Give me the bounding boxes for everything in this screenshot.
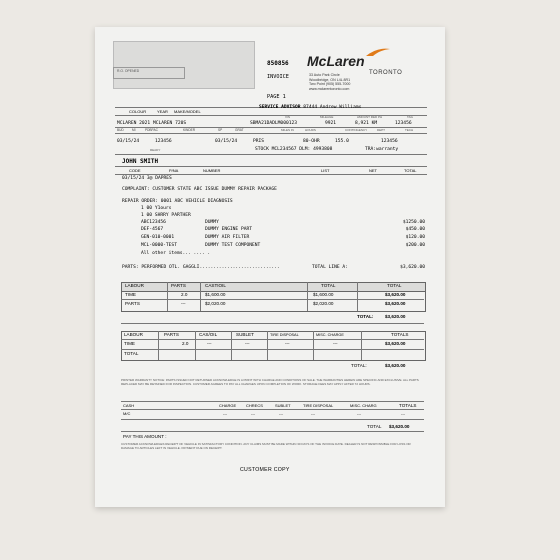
vin-label: VIN [285, 115, 291, 119]
hours-label: HOURS [305, 128, 316, 132]
header-code: CODE [129, 168, 141, 173]
brand-city: TORONTO [369, 70, 403, 76]
t3-header-totals: TOTALS [399, 403, 417, 408]
amount-label: AMOUNT RED PH [357, 115, 383, 119]
t3-row-value: --- [279, 411, 283, 416]
t3-total-value: $3,620.00 [389, 424, 410, 429]
t3-header-sublet: SUBLET [275, 403, 291, 408]
t3-row-label: M/C [123, 411, 131, 416]
make-model-label: MAKE/MODEL [174, 109, 201, 114]
t2-row-cas: --- [207, 341, 212, 346]
tra-line: TRA:warranty [365, 147, 399, 152]
tag-label: TAG [407, 115, 413, 119]
ro-line: 1 00 SHRRY PARTHER [141, 213, 191, 218]
km-value: 8,921 KM [355, 121, 378, 126]
ro-line: 1 00 Y1ours [141, 206, 172, 211]
t2-row-label: TIME [124, 341, 135, 346]
dept-label: DEPT [377, 128, 386, 132]
t3-total-label: TOTAL [367, 424, 382, 429]
sub-label-sp: SP [218, 128, 223, 132]
t2-row-tire: --- [285, 341, 290, 346]
t2-total-label: TOTAL: [351, 363, 367, 368]
invoice-label: INVOICE [267, 74, 289, 80]
t1-total-label: TOTAL: [357, 314, 374, 319]
vin-value: SBMA21DADLM000123 [250, 121, 298, 126]
ro-opened-label: R.O. OPENED [117, 69, 140, 73]
invoice-number: 850856 [267, 60, 289, 67]
fine-print: CUSTOMER ACKNOWLEDGES RECEIPT OF VEHICLE IN SATISFACTORY CONDITION. ANY CLAIMS MUST BE MADE WITHIN 30 DAYS OF THE INVOICE DATE. DEALER IS NOT RESPONSIBLE FOR LOSS OR DAMAGE TO ARTICLES LEFT IN VEHICLE. PAYMENT DUE ON RECEIPT. [121, 442, 411, 450]
row-date: 03/15/24 [117, 139, 140, 144]
header-number: NUMBER [203, 168, 221, 173]
t3-header-charge: CHARGE [219, 403, 237, 408]
dealer-address [309, 73, 350, 91]
t3-header-misc: MISC. CHARG [350, 403, 377, 408]
t1-header-total: TOTAL [321, 283, 336, 288]
t1-header-parts: PARTS [171, 283, 186, 288]
t1-row-label: PARTS [125, 301, 140, 306]
t1-row-label: TIME [125, 292, 136, 297]
sub-label-kinder: KINDER [183, 128, 196, 132]
t1-row-total: $1,600.00 [313, 292, 334, 297]
t2-header-labour: LABOUR [124, 332, 143, 337]
mileage-code: 9921 [325, 121, 337, 126]
date-line: 03/15/24 3@ DAPRES [122, 176, 172, 181]
sub-label-pdbpac: PDBPAC [145, 128, 158, 132]
dept-value: 155.0 [335, 139, 349, 144]
t3-row-value: --- [311, 411, 315, 416]
speedmark-icon [365, 47, 391, 57]
header-pna: P/NA [169, 168, 179, 173]
t2-header-totals: TOTALS [391, 332, 409, 337]
t1-header-total-2: TOTAL [387, 283, 402, 288]
t2-row-label: TOTAL [124, 351, 139, 356]
invoice-sheet [95, 27, 445, 507]
header-net: NET [369, 168, 377, 173]
part-desc: DUMMY TEST COMPONENT [205, 243, 261, 248]
header-total: TOTAL [404, 168, 417, 173]
t1-row-cast: $2,020.00 [205, 301, 226, 306]
address-line: www.mclarentoronto.com [309, 86, 350, 91]
address-line: 33 Auto Park Circle [309, 73, 340, 77]
total-line-value: $3,620.00 [400, 265, 425, 270]
customer-copy-label: CUSTOMER COPY [240, 467, 290, 473]
part-amount: $120.00 [405, 235, 425, 240]
t1-row-total-2: $3,620.00 [385, 301, 406, 306]
complaint-line: COMPLAINT: CUSTOMER STATE ABC ISSUE DUMMY REPAIR PACKAGE [122, 187, 277, 192]
customer-name: JOHN SMITH [122, 158, 159, 165]
t2-row-sublet: --- [245, 341, 250, 346]
t3-header-cash: CASH [123, 403, 135, 408]
t3-header-tire: TIRE DISPOSAL [303, 403, 334, 408]
ready-label: READY [150, 148, 161, 152]
t1-row-cast: $1,600.00 [205, 292, 226, 297]
part-amount: $200.00 [405, 243, 425, 248]
t2-row-total: $3,620.00 [385, 341, 406, 346]
brand-logo: McLaren [307, 53, 365, 69]
t1-header-castioil: CASTIOIL [205, 283, 226, 288]
t1-row-parts: 2.0 [181, 292, 188, 297]
parts-performed-line: PARTS: PERFORMED OTL. GAGGLI............................. [122, 265, 280, 270]
mileage-label: MILEAGE [320, 115, 334, 119]
part-desc: DUMMY [205, 220, 219, 225]
row-code: PRIS [253, 139, 265, 144]
t3-row-value: --- [357, 411, 361, 416]
part-amount: $450.00 [405, 227, 425, 232]
address-line: Two Point (905) 555-7000 [309, 82, 351, 87]
service-advisor: SERVICE ADVISOR 87444 Andrew Williams [259, 105, 362, 110]
address-line: Woodbridge, ON L4L 8R1 [309, 77, 351, 82]
part-code: MCL-0000-TEST [141, 243, 177, 248]
t1-row-total: $2,020.00 [313, 301, 334, 306]
t1-header-labour: LABOUR [125, 283, 144, 288]
t2-total-value: $3,620.00 [385, 363, 406, 368]
part-desc: DUMMY AIR FILTER [205, 235, 250, 240]
t2-row-misc: --- [333, 341, 338, 346]
t3-row-value: --- [223, 411, 227, 416]
t2-header-casoil: CAS/OIL [199, 332, 218, 337]
part-code: DEF-4567 [141, 227, 164, 232]
part-code: ABC123456 [141, 220, 166, 225]
row-date-2: 03/15/24 [215, 139, 238, 144]
stock-line: STOCK MCL234567 DLM: 4993808 [255, 147, 333, 152]
tech-value: 123456 [381, 139, 398, 144]
vehicle-description: MCLAREN 2021 MCLAREN 720S [117, 121, 187, 126]
page-label: PAGE 1 [267, 94, 286, 100]
pay-this-amount: PAY THIS AMOUNT : [123, 434, 167, 439]
t2-header-parts: PARTS [164, 332, 179, 337]
part-code: GEN-010-0001 [141, 235, 175, 240]
part-amount: $1250.00 [402, 220, 425, 225]
t2-header-misc: MISC. CHARGE [316, 333, 344, 337]
all-other-items: All other items... .... . [141, 251, 211, 256]
total-line-label: TOTAL LINE A: [312, 265, 348, 270]
t1-total-value: $3,620.00 [385, 314, 406, 319]
t3-header-chrecs: CHRECS [246, 403, 263, 408]
row-number: 123456 [155, 139, 172, 144]
t1-row-total-2: $3,620.00 [385, 292, 406, 297]
sub-label-bud: BUD [117, 128, 124, 132]
part-desc: DUMMY ENGINE PART [205, 227, 253, 232]
t2-row-parts: 2.0 [182, 341, 189, 346]
t2-header-tire: TIRE DISPOSAL [270, 333, 299, 337]
t1-row-parts: --- [181, 301, 186, 306]
sub-label-mi: MI [132, 128, 136, 132]
year-label: YEAR [157, 109, 168, 114]
miles-in-label: MILES IN [281, 128, 294, 132]
t2-header-sublet: SUBLET [236, 332, 254, 337]
tech-label: TECH [405, 128, 414, 132]
sub-label-grat: GRAT [235, 128, 244, 132]
contingency-label: CONTINGENCY [345, 128, 368, 132]
tag-value: 123456 [395, 121, 412, 126]
t3-row-value: --- [401, 411, 405, 416]
fine-print: PRINTER WARRANTY NOTICE: PARTS ISSUED NOT RETURNED ACKNOWLEDGE IS A PRINT WITH CHARGE AND CONDITIONS OF SALE. THE WARRANTIES HEREIN ARE SPECIFIC AND EXCLUSIVE. ALL PARTS REPLACED MAY BE RETAINED FOR INSPECTION. CUSTOMER AGREES TO PAY ALL CHARGES UPON COMPLETION OF WORK. STORAGE FEES MAY APPLY AFTER 72 HOURS. [121, 378, 419, 386]
repair-order-line: REPAIR ORDER: 0001 ABC VEHICLE DIAGNOSIS [122, 199, 233, 204]
colour-label: COLOUR [129, 109, 147, 114]
header-list: LIST [321, 168, 330, 173]
header-gray-panel [113, 41, 255, 89]
t3-row-value: --- [251, 411, 255, 416]
hours-value: 80-OHR [303, 139, 320, 144]
